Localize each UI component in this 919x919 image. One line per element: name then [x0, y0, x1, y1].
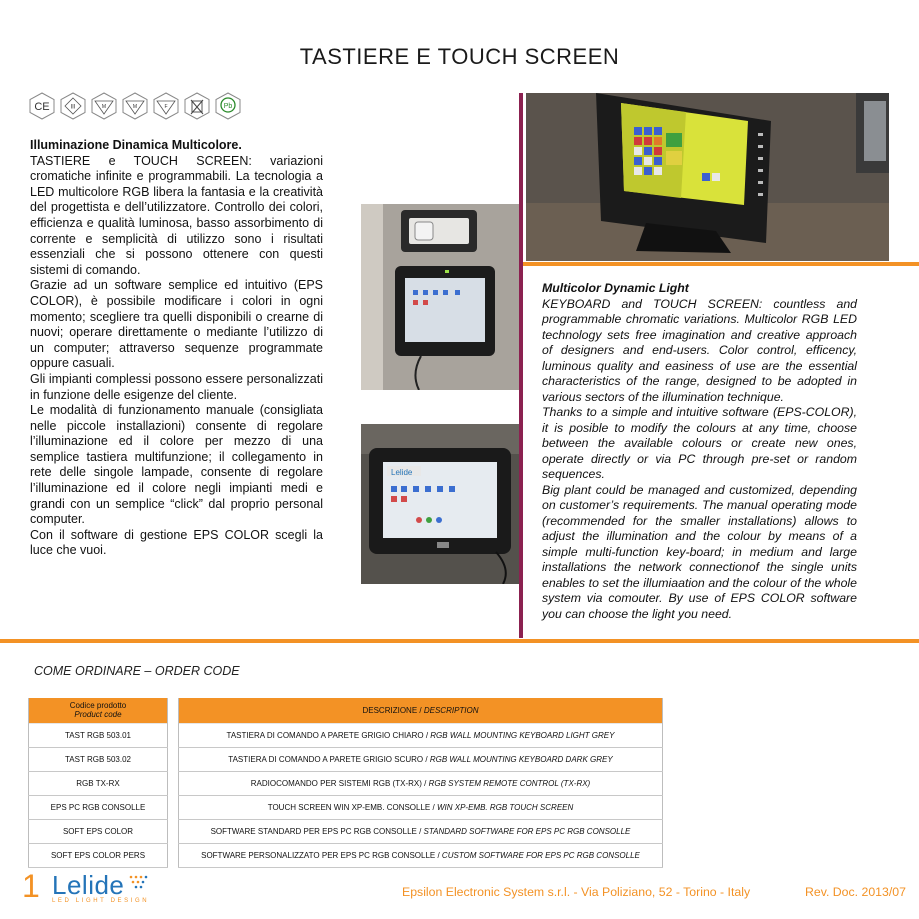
english-heading: Multicolor Dynamic Light: [542, 281, 689, 295]
class-iii-icon: [59, 92, 87, 120]
product-code-cell: SOFT EPS COLOR PERS: [29, 843, 168, 867]
product-code-cell: SOFT EPS COLOR: [29, 819, 168, 843]
italian-description: [30, 138, 323, 559]
description-cell: RADIOCOMANDO PER SISTEMI RGB (TX-RX) / RGB SYSTEM REMOTE CONTROL (TX-RX): [179, 771, 663, 795]
description-cell: TASTIERA DI COMANDO A PARETE GRIGIO SCURO / RGB WALL MOUNTING KEYBOARD DARK GREY: [179, 747, 663, 771]
table-row: [29, 747, 168, 771]
desc-header-en: DESCRIPTION: [423, 705, 479, 715]
touch-panel-closeup-photo: [361, 424, 519, 584]
logo-tagline: LED LIGHT DESIGN: [52, 898, 150, 904]
description-header: [179, 698, 663, 723]
logo-dots-icon: [128, 874, 150, 892]
italian-heading: Illuminazione Dinamica Multicolore.: [30, 138, 242, 152]
document-revision: Rev. Doc. 2013/07: [805, 885, 906, 899]
table-row: [179, 747, 663, 771]
touch-screen-monitor-photo: [526, 93, 889, 261]
f-mark-label: F: [164, 104, 168, 110]
english-description: [542, 281, 857, 622]
italian-paragraph: Grazie ad un software semplice ed intuitivo (EPS COLOR), è possibile modificare i colori in ogni momento; scegliere tra quelli disponibili o crearne di nuovi; operare direttamente o mediante l’utilizzo di un computer; attraverso sequenze programmate oppure casuali.: [30, 278, 323, 371]
english-paragraph: KEYBOARD and TOUCH SCREEN: countless and programmable chromatic variations. Multicolor RGB LED technology sets free imagination and creative approach of designers and end-users. Color control, efficency, luminous quality and easiness of use are the essential characteristics of the range, designed to be adopted in various sectors of the illumination technique.: [542, 296, 857, 404]
italian-paragraph: Le modalità di funzionamento manuale (consigliata nelle piccole installazioni) consente di regolare l’illuminazione ed il colore per mezzo di una semplice tastiera multifunzione; il collegamento in rete delle singole lampade, consente di regolare l’illuminazione ed il colore negli impianti medi e grandi con un semplice “click” dal proprio personal computer.: [30, 403, 323, 527]
desc-header-it: DESCRIZIONE /: [362, 705, 422, 715]
product-code-cell: TAST RGB 503.02: [29, 747, 168, 771]
italian-paragraph: Con il software di gestione EPS COLOR scegli la luce che vuoi.: [30, 527, 323, 558]
code-header-en: Product code: [74, 710, 122, 720]
description-cell: TOUCH SCREEN WIN XP-EMB. CONSOLLE / WIN XP-EMB. RGB TOUCH SCREEN: [179, 795, 663, 819]
description-table: [178, 698, 663, 868]
svg-text:Lelide: Lelide: [391, 468, 413, 477]
italian-paragraph: TASTIERE e TOUCH SCREEN: variazioni cromatiche infinite e programmabili. La tecnologia a LED multicolore RGB libera la fantasia e la creatività del progettista e dell’utilizzatore. Controllo dei colori, efficienza e qualità luminosa, basso assorbimento di corrente e semplicità di utilizzo sono i risultati essenziali che si possono ottenere con questi sistemi di comando.: [30, 153, 323, 277]
order-code-title: COME ORDINARE – ORDER CODE: [34, 664, 240, 678]
english-paragraph: Thanks to a simple and intuitive software (EPS-COLOR), it is posible to modify the colours at any time, choose between the available colours or create new ones, operate directly or via PC through pre-set or random sequences.: [542, 405, 857, 481]
product-code-cell: RGB TX-RX: [29, 771, 168, 795]
product-code-table: [28, 698, 168, 868]
english-paragraph: Big plant could be managed and customized, depending on customer’s requirements. The manual operating mode (recommended for the smaller installations) allows to adjust the illumination and the colour by means of a simple multi-function key-board; in medium and large installations the network connectionof the single units enables to set the illumiaation and the colour of the whole system via comouter. By use of EPS COLOR software you can choose the light you need.: [542, 482, 857, 621]
company-address: Epsilon Electronic System s.r.l. - Via Poliziano, 52 - Torino - Italy: [402, 885, 751, 899]
weee-bin-icon: [183, 92, 211, 120]
wall-keyboard-photo: [361, 204, 519, 390]
m-mark-icon: [90, 92, 118, 120]
table-row: [29, 843, 168, 867]
description-cell: SOFTWARE STANDARD PER EPS PC RGB CONSOLLE / STANDARD SOFTWARE FOR EPS PC RGB CONSOLLE: [179, 819, 663, 843]
product-code-header: [29, 698, 168, 723]
code-header-it: Codice prodotto: [69, 701, 127, 711]
italian-paragraph: Gli impianti complessi possono essere personalizzati in funzione delle esigenze del cliente.: [30, 371, 323, 402]
page-number: 1: [22, 868, 40, 904]
pb-free-label: Pb: [223, 103, 233, 110]
horizontal-divider: [523, 262, 919, 266]
certification-marks: [28, 92, 242, 120]
svg-text:CE: CE: [34, 101, 50, 113]
table-row: [179, 771, 663, 795]
vertical-divider: [519, 93, 523, 638]
description-cell: TASTIERA DI COMANDO A PARETE GRIGIO CHIARO / RGB WALL MOUNTING KEYBOARD LIGHT GREY: [179, 723, 663, 747]
table-row: [29, 771, 168, 795]
product-code-cell: TAST RGB 503.01: [29, 723, 168, 747]
table-row: [29, 795, 168, 819]
section-divider: [0, 639, 919, 643]
ce-mark-icon: [28, 92, 56, 120]
pb-free-icon: [214, 92, 242, 120]
f-mark-icon: [152, 92, 180, 120]
table-row: [29, 723, 168, 747]
m-mark-label: M: [101, 104, 107, 110]
table-row: [179, 795, 663, 819]
table-row: [179, 819, 663, 843]
description-cell: SOFTWARE PERSONALIZZATO PER EPS PC RGB CONSOLLE / CUSTOM SOFTWARE FOR EPS PC RGB CONSOLLE: [179, 843, 663, 867]
table-row: [179, 723, 663, 747]
page-title: TASTIERE E TOUCH SCREEN: [299, 44, 620, 69]
class-iii-label: III: [70, 104, 76, 111]
table-row: [29, 819, 168, 843]
logo-word: Lelide: [52, 870, 125, 900]
m-mark-label: M: [132, 104, 138, 110]
m-mark-icon: [121, 92, 149, 120]
product-code-cell: EPS PC RGB CONSOLLE: [29, 795, 168, 819]
table-row: [179, 843, 663, 867]
